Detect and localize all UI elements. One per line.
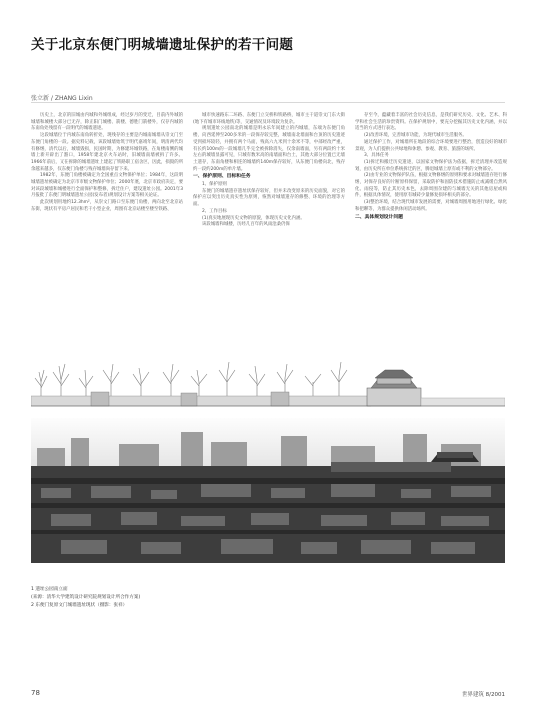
paragraph: 规划遗址公园南北的城墙是明永乐年间建立的内城墙，东端为东便门角楼，向西延伸至200多米的一段保存较完整，城墙南北墙面和台顶的历史遗迹受到损坏较轻，并拥有两个马面，残高六九米到十余米不等，中部经改严重，有长约100m的一段城墙几乎完全被拆除消失，仅余南墙面，另有两段约十米左右的城墙显露可见，只城有数米高的南墙面和台土，其他大部分位置已无墙土遗存，东南角楼和相连的城墙约140m保存较好，从东便门角楼向北，残存约一段约200m的单片墙。 bbox=[193, 126, 345, 172]
paragraph: 该段城墙和城楼，历经几百年的风雨沧桑仍保 bbox=[202, 222, 290, 228]
paragraph: (1)真实地展现历史文物的原貌，体现历史文化内涵。 bbox=[202, 215, 305, 221]
paragraph: 通过保护工作，对城墙所在地段的综合环境要进行整治，创造良好的城市景观，为人们提供公共绿地和休憩、参观、教育、旅游的场所。 bbox=[355, 139, 507, 152]
south-elevation-drawing bbox=[31, 352, 505, 412]
paragraph: (2)由专业的文物保护队伍，根据文物修缮的原则和要求对城墙遗存进行修缮，对保存良好的片断原样保留，采取防护和固防技术措施防止或减缓自然风化、雨侵等，防止其历史本色，去除周围杂建的与城墙无关的其他房屋或构件，根据具体情况，使用原有城砖少量修复损坏相关的部分。 bbox=[355, 173, 507, 199]
paragraph: 此次规划用地约12.3hm²，从崇文门路口至东便门角楼，两向北至北京站东街，现状有平房户居民和若干小型企业，周围有北京站楼至楼至铁路、 bbox=[31, 200, 183, 212]
caption-1: 1 遗址公园南立面 bbox=[31, 587, 68, 592]
paragraph: 存至今，蕴藏着丰富的社会历史信息，是我们研究历史、文化、艺术、科学和社会生活的珍贵资料。在保护规划中，要充分挖掘其历史文化内涵，并以适当的方式进行表达。 bbox=[355, 113, 507, 132]
article-title: 关于北京东便门明城墙遗址保护的若干问题 bbox=[31, 37, 294, 53]
journal-footer: 世界建筑 8/2001 bbox=[461, 692, 505, 698]
figure-captions bbox=[31, 586, 140, 610]
section-heading: 二、具体规划设计问题 bbox=[355, 214, 403, 220]
text-column-1 bbox=[31, 113, 183, 214]
text-column-2 bbox=[193, 113, 345, 229]
caption-1-source: (来源：清华大学建筑设计研究院规划设计所合作方案) bbox=[31, 595, 141, 600]
paragraph: 这段城墙位于内城东南角转折处，现残存的主要是内城南城墙从崇文门至东便门角楼的一段。据史料记载，该段城墙始筑于明代嘉靖年间，明清两代均有修缮，清代以后，城墙毁损，民国时期，为修建环城铁路，在角楼南侧的城墙上新开辟出了豁口，1958年建北京火车站时，旧城墙南墙被拆了许多。1966年前后，又在拆除的城墙遗址上建起了铁路职工宿舍区，因此，损毁的所余越来越多，仅东便门角楼与残存城墙尚存留下来。 bbox=[31, 133, 183, 172]
subheading: 1、保护原则 bbox=[202, 182, 227, 188]
paragraph: 历史上，北京的旧城由内城和外城组成，经过岁月的变迁，目前内外城的城墙和城楼大部分已无存，除正阳门城楼、箭楼、德胜门箭楼外，仅存内城的东南角处残留有一段明代的城墙遗迹。 bbox=[31, 113, 183, 132]
subheading: 2、工作目标 bbox=[202, 208, 227, 214]
paragraph: 城市快速路东二环路、东便门立交桥和铁路桥，城市主干道崇文门东大街(地下有城市环线地铁)等，交通情况及环境较为复杂。 bbox=[193, 113, 345, 125]
paragraph: (2)改善环境，完善城市功能，为现代城市生活服务。 bbox=[364, 133, 467, 139]
section-heading: 一、保护原则、目标和任务 bbox=[193, 174, 251, 180]
paragraph: 东便门的城墙遗存遗址状保存较好，但并未改变原来的历史面貌，对它的保护应以突出历史真实性为原则，恢然对城墙遗存的修整、环境的治理等方面。 bbox=[193, 188, 345, 208]
page-number: 78 bbox=[31, 689, 40, 697]
caption-2: 2 东便门复原文门城墙遗址现状（摄影：张祥） bbox=[31, 603, 128, 608]
paragraph: 1982年，东便门角楼被确定为全国重点文物保护单位；1984年，这段明城墙遗址被确定为北京市市级文物保护单位；2000年底，北京市政府决定，要对该段城墙和城楼进行全面保护和整修，拆迁住户，建设遗址公园。2001年3月报批了东便门明城墙遗址公园(发布者)规划设计方案等相关论证。 bbox=[31, 173, 183, 199]
photo-cityscape bbox=[31, 418, 505, 563]
text-column-3 bbox=[355, 113, 507, 222]
title-divider bbox=[31, 102, 505, 103]
article-author: 张立新 / ZHANG Lixin bbox=[31, 95, 93, 102]
subheading: 3、具体任务 bbox=[364, 153, 389, 159]
dongbianmen-site-photo bbox=[31, 418, 505, 563]
paragraph: (3)整治环境，结合现代城市发展的需要，对城墙周围用地进行绿化、绿化和把聊等，为群众提供休闲活动场所。 bbox=[355, 200, 507, 212]
paragraph: (1)拆迁和搬迁历史遗迹，以国家文物保护法为依据，拆迁清理并改造规划，由历史所在单位系统拆迁的区，腾退城墙上原有或不利的文物部分。 bbox=[355, 159, 507, 172]
